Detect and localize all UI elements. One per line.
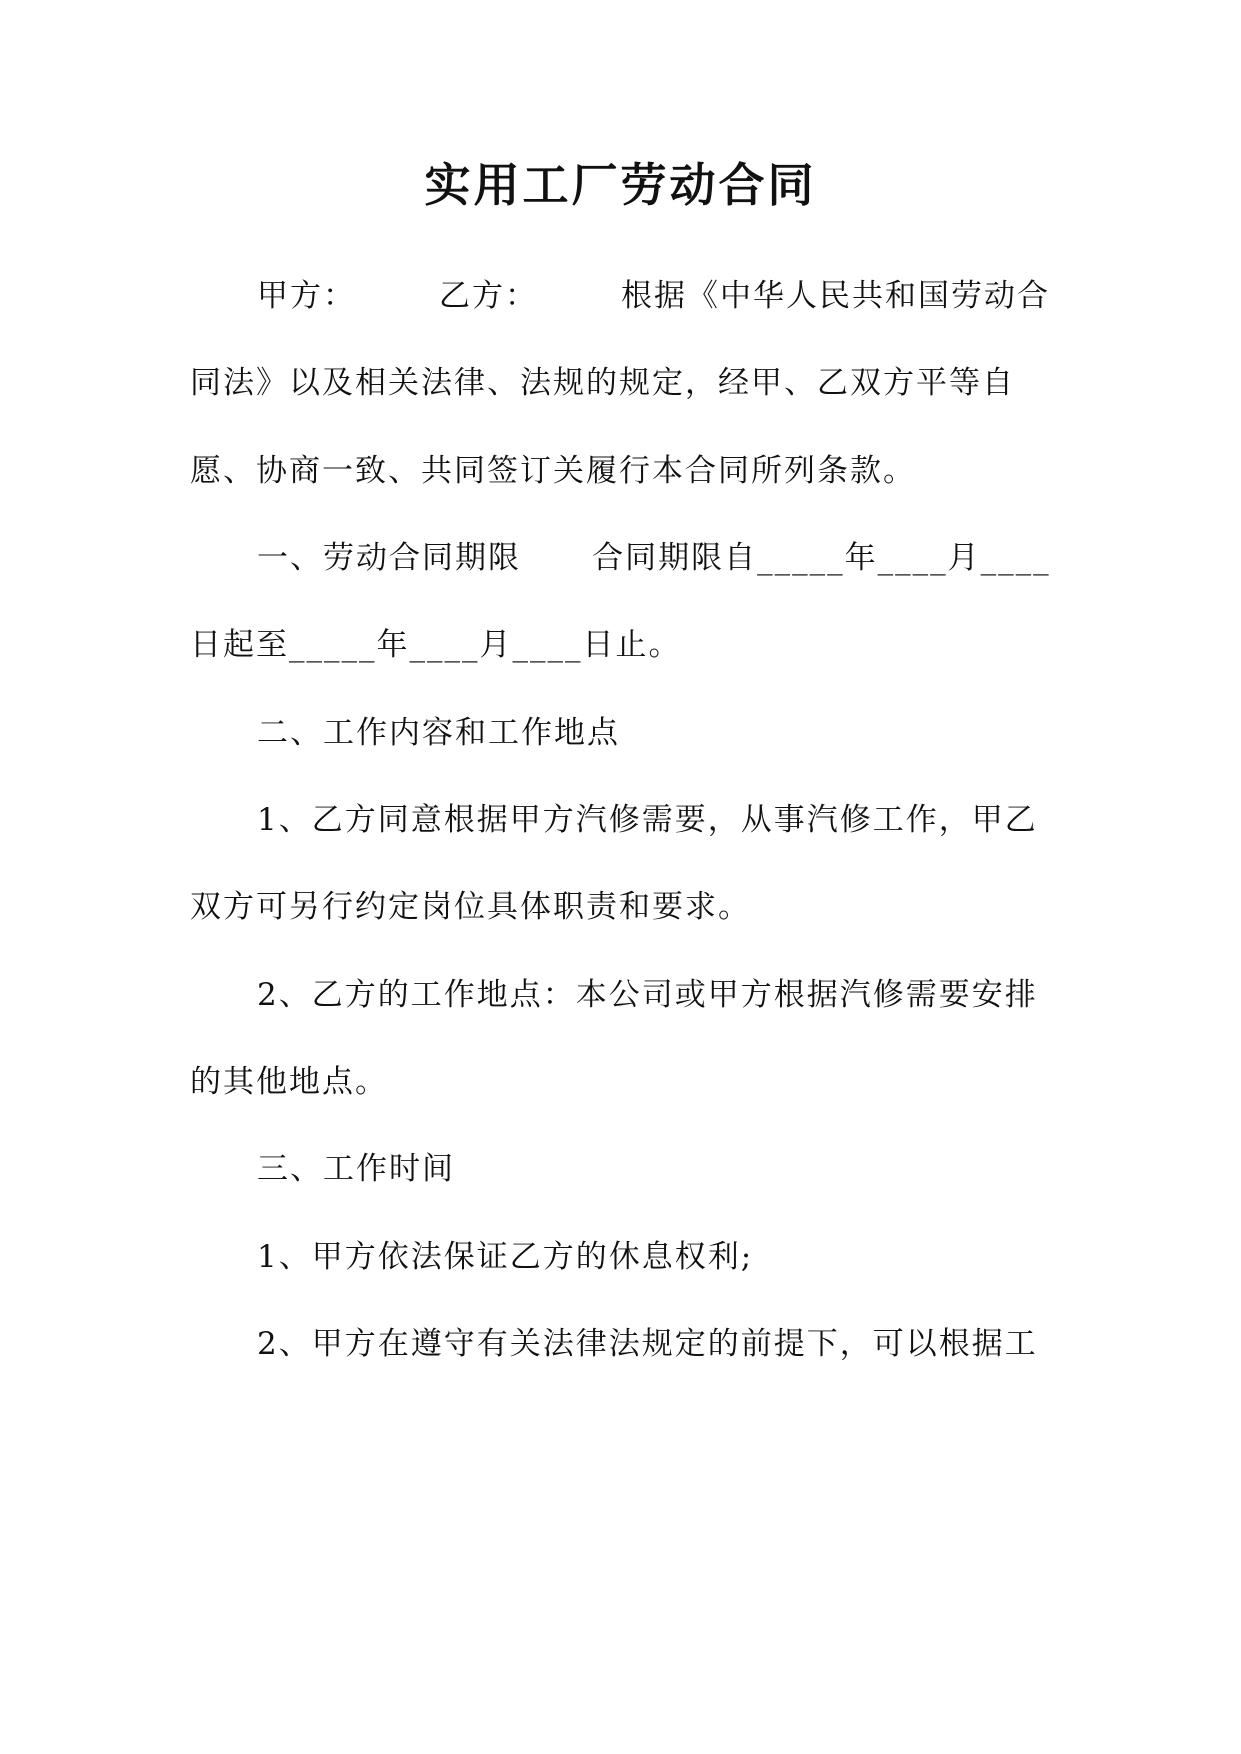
paragraph-line: 1、甲方依法保证乙方的休息权利; (257, 1239, 754, 1275)
section-heading-line: 一、劳动合同期限 合同期限自_____年____月____ (257, 540, 1051, 576)
paragraph-line: 1、乙方同意根据甲方汽修需要，从事汽修工作，甲乙 (257, 802, 1038, 838)
paragraph-line: 同法》以及相关法律、法规的规定，经甲、乙双方平等自 (190, 365, 1015, 401)
section-heading: 二、工作内容和工作地点 (257, 715, 620, 751)
paragraph-line: 2、乙方的工作地点：本公司或甲方根据汽修需要安排 (257, 977, 1038, 1013)
section-heading: 三、工作时间 (257, 1151, 455, 1187)
paragraph-line: 日起至_____年____月____日止。 (190, 627, 682, 663)
paragraph-line: 2、甲方在遵守有关法律法规定的前提下，可以根据工 (257, 1326, 1038, 1362)
paragraph-line: 的其他地点。 (190, 1064, 388, 1100)
paragraph-line: 甲方： 乙方： 根据《中华人民共和国劳动合 (257, 278, 1050, 314)
paragraph-line: 愿、协商一致、共同签订关履行本合同所列条款。 (190, 453, 916, 489)
document-title: 实用工厂劳动合同 (424, 158, 817, 212)
paragraph-line: 双方可另行约定岗位具体职责和要求。 (190, 889, 751, 925)
